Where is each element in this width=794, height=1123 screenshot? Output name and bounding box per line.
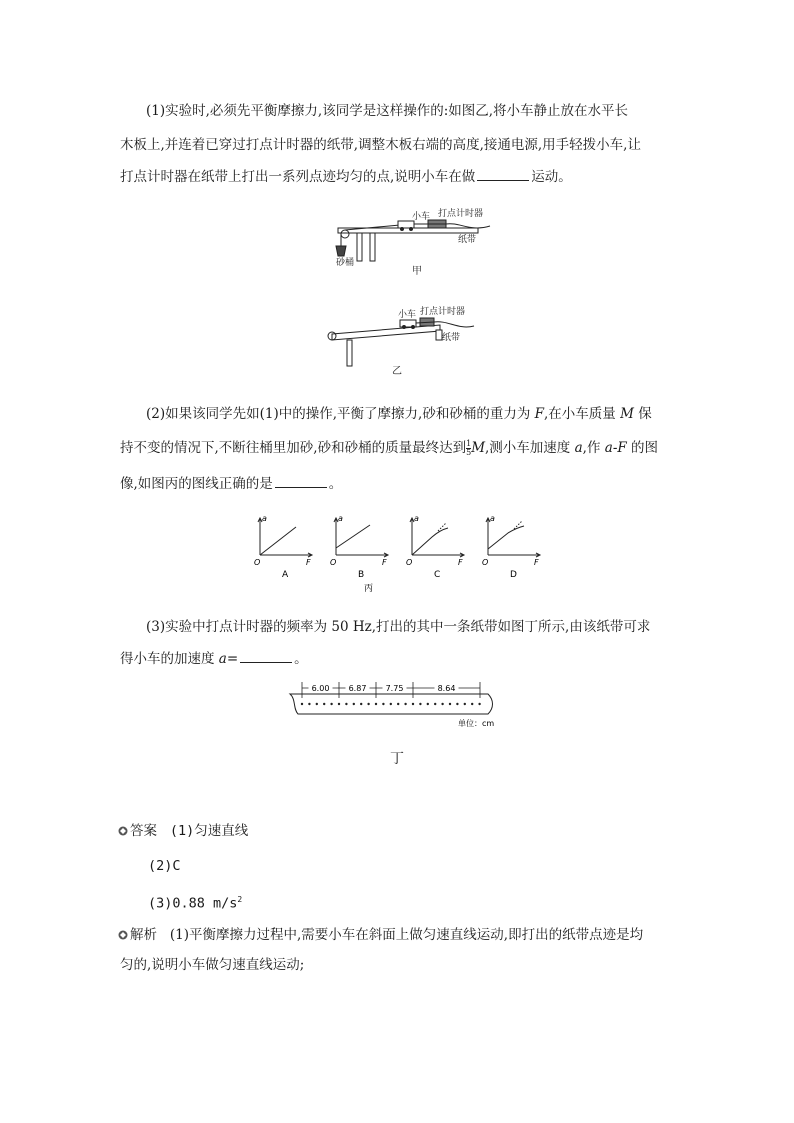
var-a: a bbox=[574, 440, 583, 456]
tape-dot bbox=[367, 703, 369, 705]
var-M-2: M bbox=[471, 440, 486, 456]
answer-3-sup: 2 bbox=[237, 895, 243, 904]
tape-dot bbox=[323, 703, 325, 705]
tape-dot bbox=[345, 703, 347, 705]
q2-line1-text-b: ,在小车质量 bbox=[544, 406, 621, 422]
analysis-line1 bbox=[118, 925, 643, 945]
tape-dot bbox=[419, 703, 421, 705]
var-F: F bbox=[534, 406, 544, 422]
option-label: D bbox=[510, 570, 517, 580]
axis-a-label: a bbox=[262, 514, 267, 523]
axis-a-label: a bbox=[414, 514, 419, 523]
option-label: A bbox=[282, 570, 289, 580]
frac-den: 5 bbox=[466, 448, 472, 457]
jia-caption: 甲 bbox=[412, 266, 422, 277]
tape-dot bbox=[434, 703, 436, 705]
tape-dot bbox=[338, 703, 340, 705]
tape-dot bbox=[471, 703, 473, 705]
q2-line3-text: 像,如图丙的图线正确的是 bbox=[120, 476, 273, 492]
ding-caption: 丁 bbox=[390, 751, 404, 767]
jia-car-label: 小车 bbox=[412, 212, 431, 222]
origin-label: O bbox=[482, 558, 489, 567]
segment-label: 6.00 bbox=[311, 684, 330, 693]
answer-2: (2)C bbox=[148, 858, 181, 874]
yi-car-label: 小车 bbox=[398, 310, 417, 320]
jia-timer-label: 打点计时器 bbox=[438, 209, 484, 219]
var-M: M bbox=[620, 406, 634, 422]
tape-dot bbox=[397, 703, 399, 705]
origin-label: O bbox=[406, 558, 413, 567]
axis-F-label: F bbox=[458, 558, 463, 567]
segment-label: 8.64 bbox=[437, 684, 456, 693]
origin-label: O bbox=[254, 558, 261, 567]
answer-line1 bbox=[118, 821, 248, 841]
answer-label: 答案 bbox=[130, 823, 157, 839]
tape-dot bbox=[449, 703, 451, 705]
answer-3-text: (3)0.88 m/s bbox=[148, 895, 238, 912]
q2-line2-text-b: ,测小车加速度 bbox=[485, 440, 575, 456]
segment-label: 7.75 bbox=[385, 684, 404, 693]
axis-F-label: F bbox=[534, 558, 539, 567]
axis-F-label: F bbox=[306, 558, 311, 567]
answer-3 bbox=[148, 890, 242, 914]
analysis-label: 解析 bbox=[130, 927, 157, 943]
jia-tape-label: 纸带 bbox=[458, 235, 477, 245]
tape-dot bbox=[427, 703, 429, 705]
jia-bucket-label: 砂桶 bbox=[336, 258, 355, 268]
tape-dot bbox=[353, 703, 355, 705]
q3-line2-end: 。 bbox=[294, 651, 308, 667]
tape-dot bbox=[464, 703, 466, 705]
analysis-line2: 匀的,说明小车做匀速直线运动; bbox=[120, 957, 305, 973]
yi-tape-label: 纸带 bbox=[442, 333, 461, 343]
q1-line1: (1)实验时,必须先平衡摩擦力,该同学是这样操作的:如图乙,将小车静止放在水平长 bbox=[146, 103, 629, 119]
tape-dot bbox=[382, 703, 384, 705]
tape-dot bbox=[412, 703, 414, 705]
tape-dot bbox=[308, 703, 310, 705]
tape-dot bbox=[360, 703, 362, 705]
yi-caption: 乙 bbox=[392, 366, 402, 377]
q2-line2-text: 持不变的情况下,不断往桶里加砂,砂和砂桶的质量最终达到 bbox=[120, 440, 467, 456]
tape-dot bbox=[375, 703, 377, 705]
var-a-eq: a= bbox=[218, 651, 239, 667]
tape-dot bbox=[404, 703, 406, 705]
bing-caption: 丙 bbox=[364, 584, 374, 594]
tape-dot bbox=[441, 703, 443, 705]
q1-line3-text: 打点计时器在纸带上打出一系列点迹均匀的点,说明小车在做 bbox=[120, 169, 476, 185]
origin-label: O bbox=[330, 558, 337, 567]
answer-1: (1)匀速直线 bbox=[169, 823, 249, 839]
segment-label: 6.87 bbox=[348, 684, 367, 693]
axis-a-label: a bbox=[338, 514, 343, 523]
q2-line3-end: 。 bbox=[328, 476, 343, 492]
analysis-text-1: (1)平衡摩擦力过程中,需要小车在斜面上做匀速直线运动,即打出的纸带点迹是均 bbox=[169, 927, 644, 943]
answer-bullet-icon bbox=[118, 826, 128, 836]
axis-F-label: F bbox=[382, 558, 387, 567]
tape-dot bbox=[456, 703, 458, 705]
yi-timer-label: 打点计时器 bbox=[420, 307, 466, 317]
tape-dot bbox=[390, 703, 392, 705]
var-aF: a-F bbox=[604, 440, 627, 456]
q1-line3-end: 运动。 bbox=[531, 169, 572, 185]
tape-dot bbox=[478, 703, 480, 705]
q3-line1: (3)实验中打点计时器的频率为 50 Hz,打出的其中一条纸带如图丁所示,由该纸带可求 bbox=[146, 619, 651, 635]
option-label: B bbox=[358, 570, 365, 580]
q2-line2-text-c: ,作 bbox=[582, 440, 605, 456]
axis-a-label: a bbox=[490, 514, 495, 523]
tape-dot bbox=[301, 703, 303, 705]
q2-line1-text-c: 保 bbox=[633, 406, 652, 422]
q2-line1-text: (2)如果该同学先如(1)中的操作,平衡了摩擦力,砂和砂桶的重力为 bbox=[146, 406, 535, 422]
analysis-bullet-icon bbox=[118, 930, 128, 940]
frac-num: 1 bbox=[466, 439, 472, 448]
tape-unit-label: 单位：cm bbox=[458, 719, 495, 728]
q2-line2-text-d: 的图 bbox=[626, 440, 659, 456]
q1-line2: 木板上,并连着已穿过打点计时器的纸带,调整木板右端的高度,接通电源,用手轻拨小车,让 bbox=[120, 137, 641, 153]
tape-dot bbox=[330, 703, 332, 705]
q3-line2-text: 得小车的加速度 bbox=[120, 651, 219, 667]
tape-dot bbox=[316, 703, 318, 705]
option-label: C bbox=[434, 570, 441, 580]
